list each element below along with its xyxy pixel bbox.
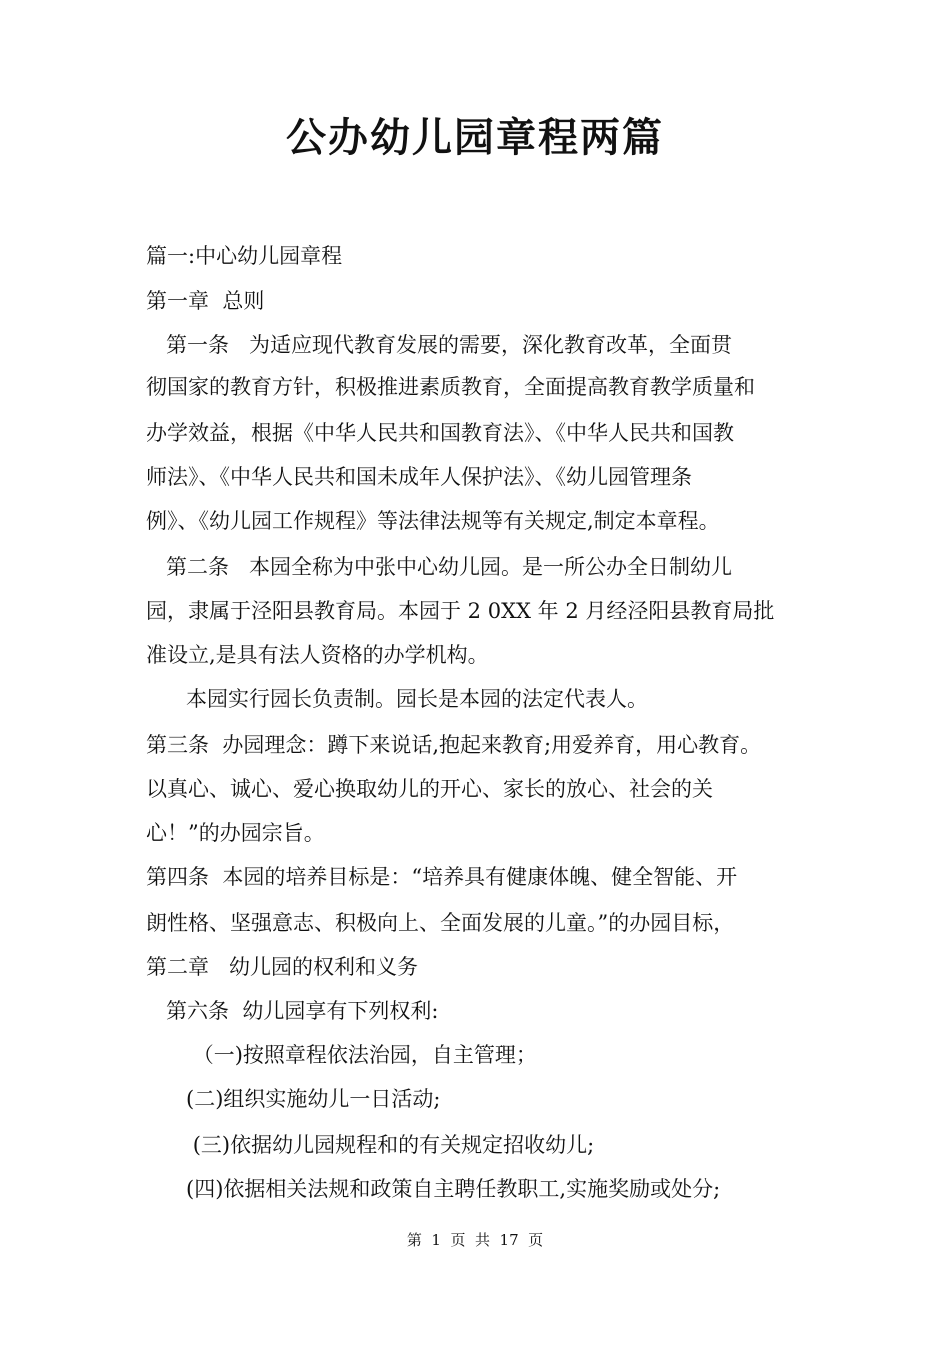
text-line: 彻国家的教育方针，积极推进素质教育，全面提高教育教学质量和 [146,375,755,399]
text-line: 师法》、《中华人民共和国未成年人保护法》、《幼儿园管理条 [146,465,692,489]
document-title: 公办幼儿园章程两篇 [286,114,664,161]
text-line: 以真心、诚心、爱心换取幼儿的开心、家长的放心、社会的关 [146,777,713,801]
text-line: (四)依据相关法规和政策自主聘任教职工,实施奖励或处分; [146,1177,721,1201]
text-line: 例》、《幼儿园工作规程》等法律法规等有关规定,制定本章程。 [146,509,720,533]
text-line: 准设立,是具有法人资格的办学机构。 [146,643,489,667]
text-line: （一)按照章程依法治园，自主管理； [146,1043,537,1067]
text-line: 第六条 幼儿园享有下列权利: [146,999,439,1023]
text-line: 本园实行园长负责制。园长是本园的法定代表人。 [146,687,649,711]
text-line: 园，隶属于泾阳县教育局。本园于 2 0XX 年 2 月经泾阳县教育局批 [146,599,775,623]
text-line: 办学效益，根据《中华人民共和国教育法》、《中华人民共和国教 [146,421,734,445]
text-line: 第一章 总则 [146,289,265,313]
text-line: 篇一:中心幼儿园章程 [146,244,343,268]
text-line: 心！”的办园宗旨。 [146,821,325,845]
text-line: 第三条 办园理念：蹲下来说话,抱起来教育;用爱养育，用心教育。 [146,733,762,757]
text-line: 第二条 本园全称为中张中心幼儿园。是一所公办全日制幼儿 [146,555,733,579]
text-line: 第一条 为适应现代教育发展的需要，深化教育改革，全面贯 [146,333,733,357]
text-line: 第四条 本园的培养目标是：“培养具有健康体魄、健全智能、开 [146,865,738,889]
page-footer: 第 1 页 共 17 页 [406,1231,544,1249]
text-line: 第二章 幼儿园的权利和义务 [146,955,419,979]
text-line: (二)组织实施幼儿一日活动; [146,1087,441,1111]
text-line: 朗性格、坚强意志、积极向上、全面发展的儿童。”的办园目标， [146,911,735,935]
text-line: (三)依据幼儿园规程和的有关规定招收幼儿; [146,1133,595,1157]
